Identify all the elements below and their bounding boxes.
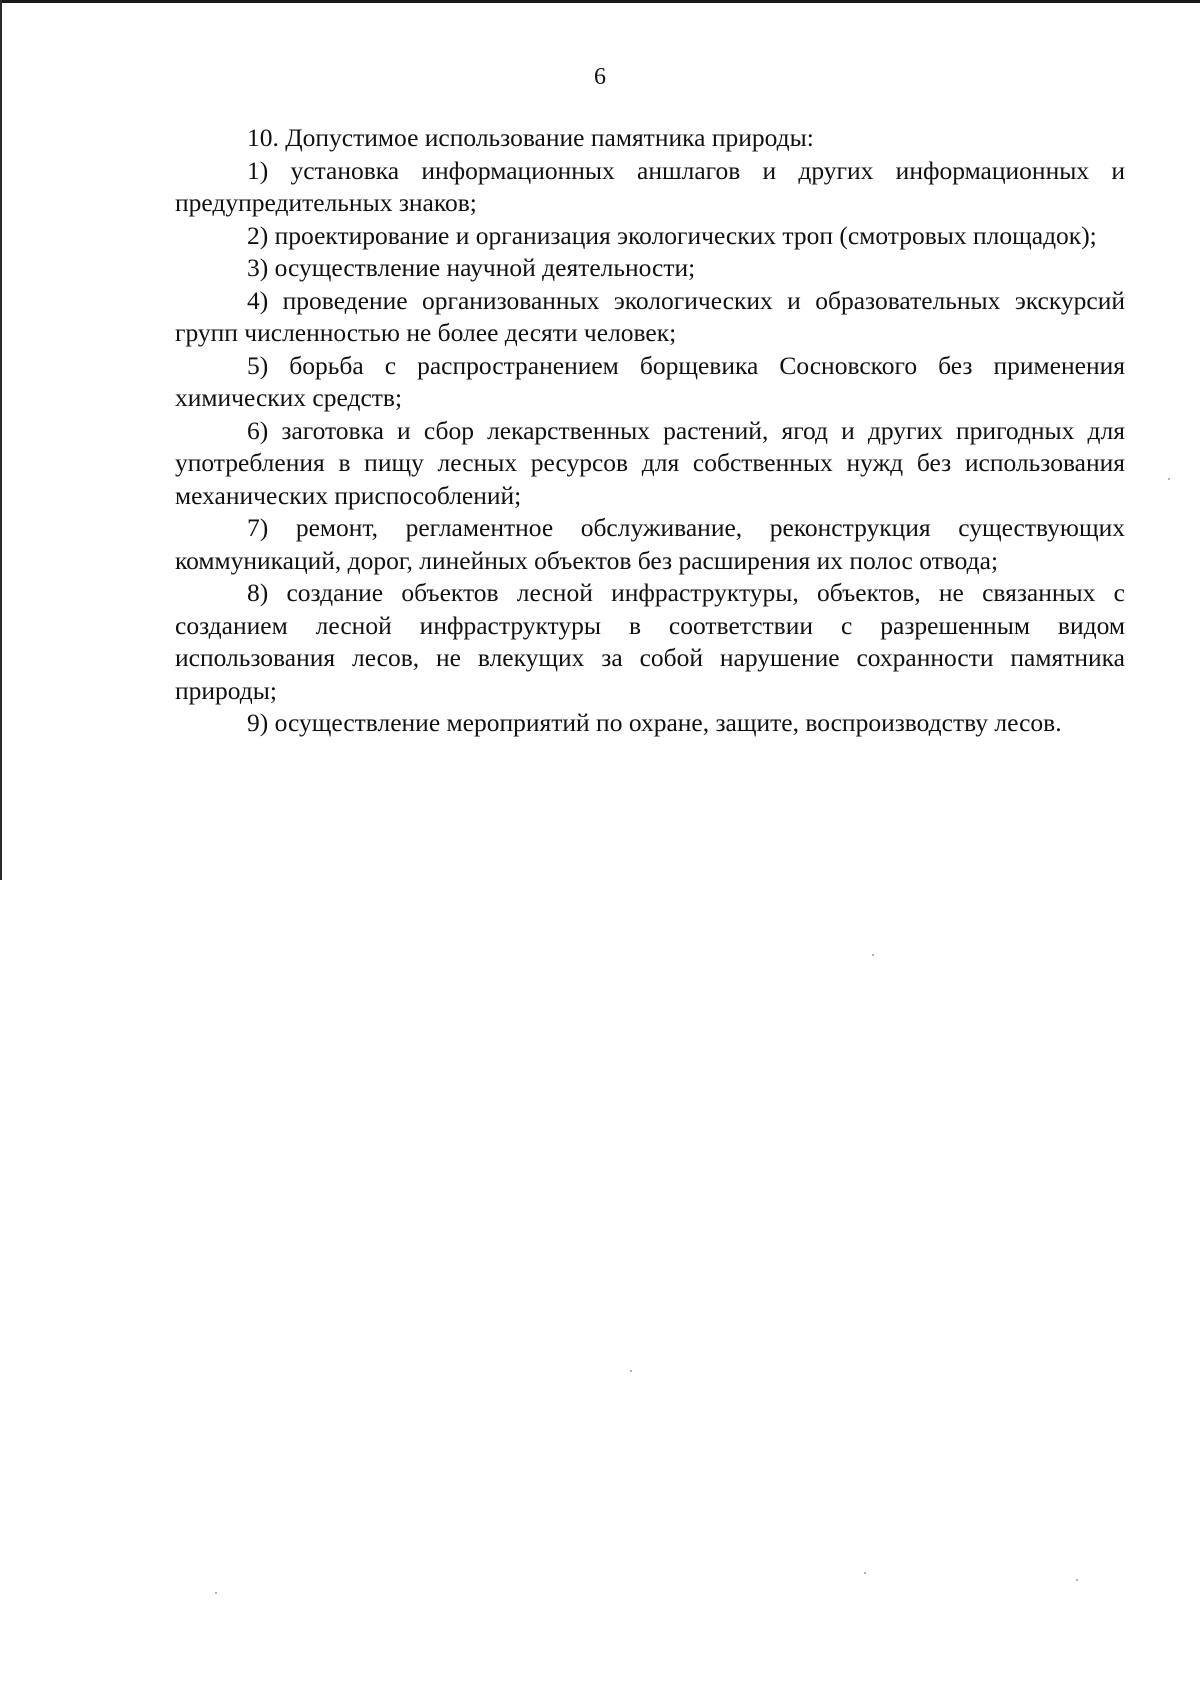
list-item-5: 5) борьба с распространением борщевика Сосновского без применения химических средств; (175, 350, 1125, 412)
list-item-9: 9) осуществление мероприятий по охране, защите, воспроизводству лесов. (247, 708, 1062, 737)
document-body (175, 122, 1125, 740)
scan-speck (1168, 478, 1170, 480)
section-heading: 10. Допустимое использование памятника природы: (247, 123, 814, 152)
list-item-6: 6) заготовка и сбор лекарственных растений, ягод и других пригодных для употребления в пищу лесных ресурсов для собственных нужд без использования механических приспособлений; (175, 415, 1125, 510)
scan-edge-top (0, 0, 1200, 3)
page-number: 6 (594, 64, 606, 90)
scan-speck (872, 954, 874, 956)
scan-speck (1076, 1579, 1078, 1581)
scan-speck (864, 1572, 866, 1574)
scan-speck (630, 1370, 632, 1372)
list-item-3: 3) осуществление научной деятельности; (247, 253, 696, 282)
list-item-7: 7) ремонт, регламентное обслуживание, реконструкция существующих коммуникаций, дорог, линейных объектов без расширения их полос отвода; (175, 513, 1125, 575)
list-item-8: 8) создание объектов лесной инфраструктуры, объектов, не связанных с созданием лесной инфраструктуры в соответствии с разрешенным видом использования лесов, не влекущих за собой нарушение сохранности памятника природы; (175, 578, 1125, 705)
list-item-1: 1) установка информационных аншлагов и других информационных и предупредительных знаков; (175, 155, 1125, 217)
list-item-4: 4) проведение организованных экологических и образовательных экскурсий групп численностью не более десяти человек; (175, 285, 1125, 347)
list-item-2: 2) проектирование и организация экологических троп (смотровых площадок); (247, 220, 1097, 250)
scan-speck (215, 1592, 217, 1594)
scan-edge-left (0, 0, 2, 880)
